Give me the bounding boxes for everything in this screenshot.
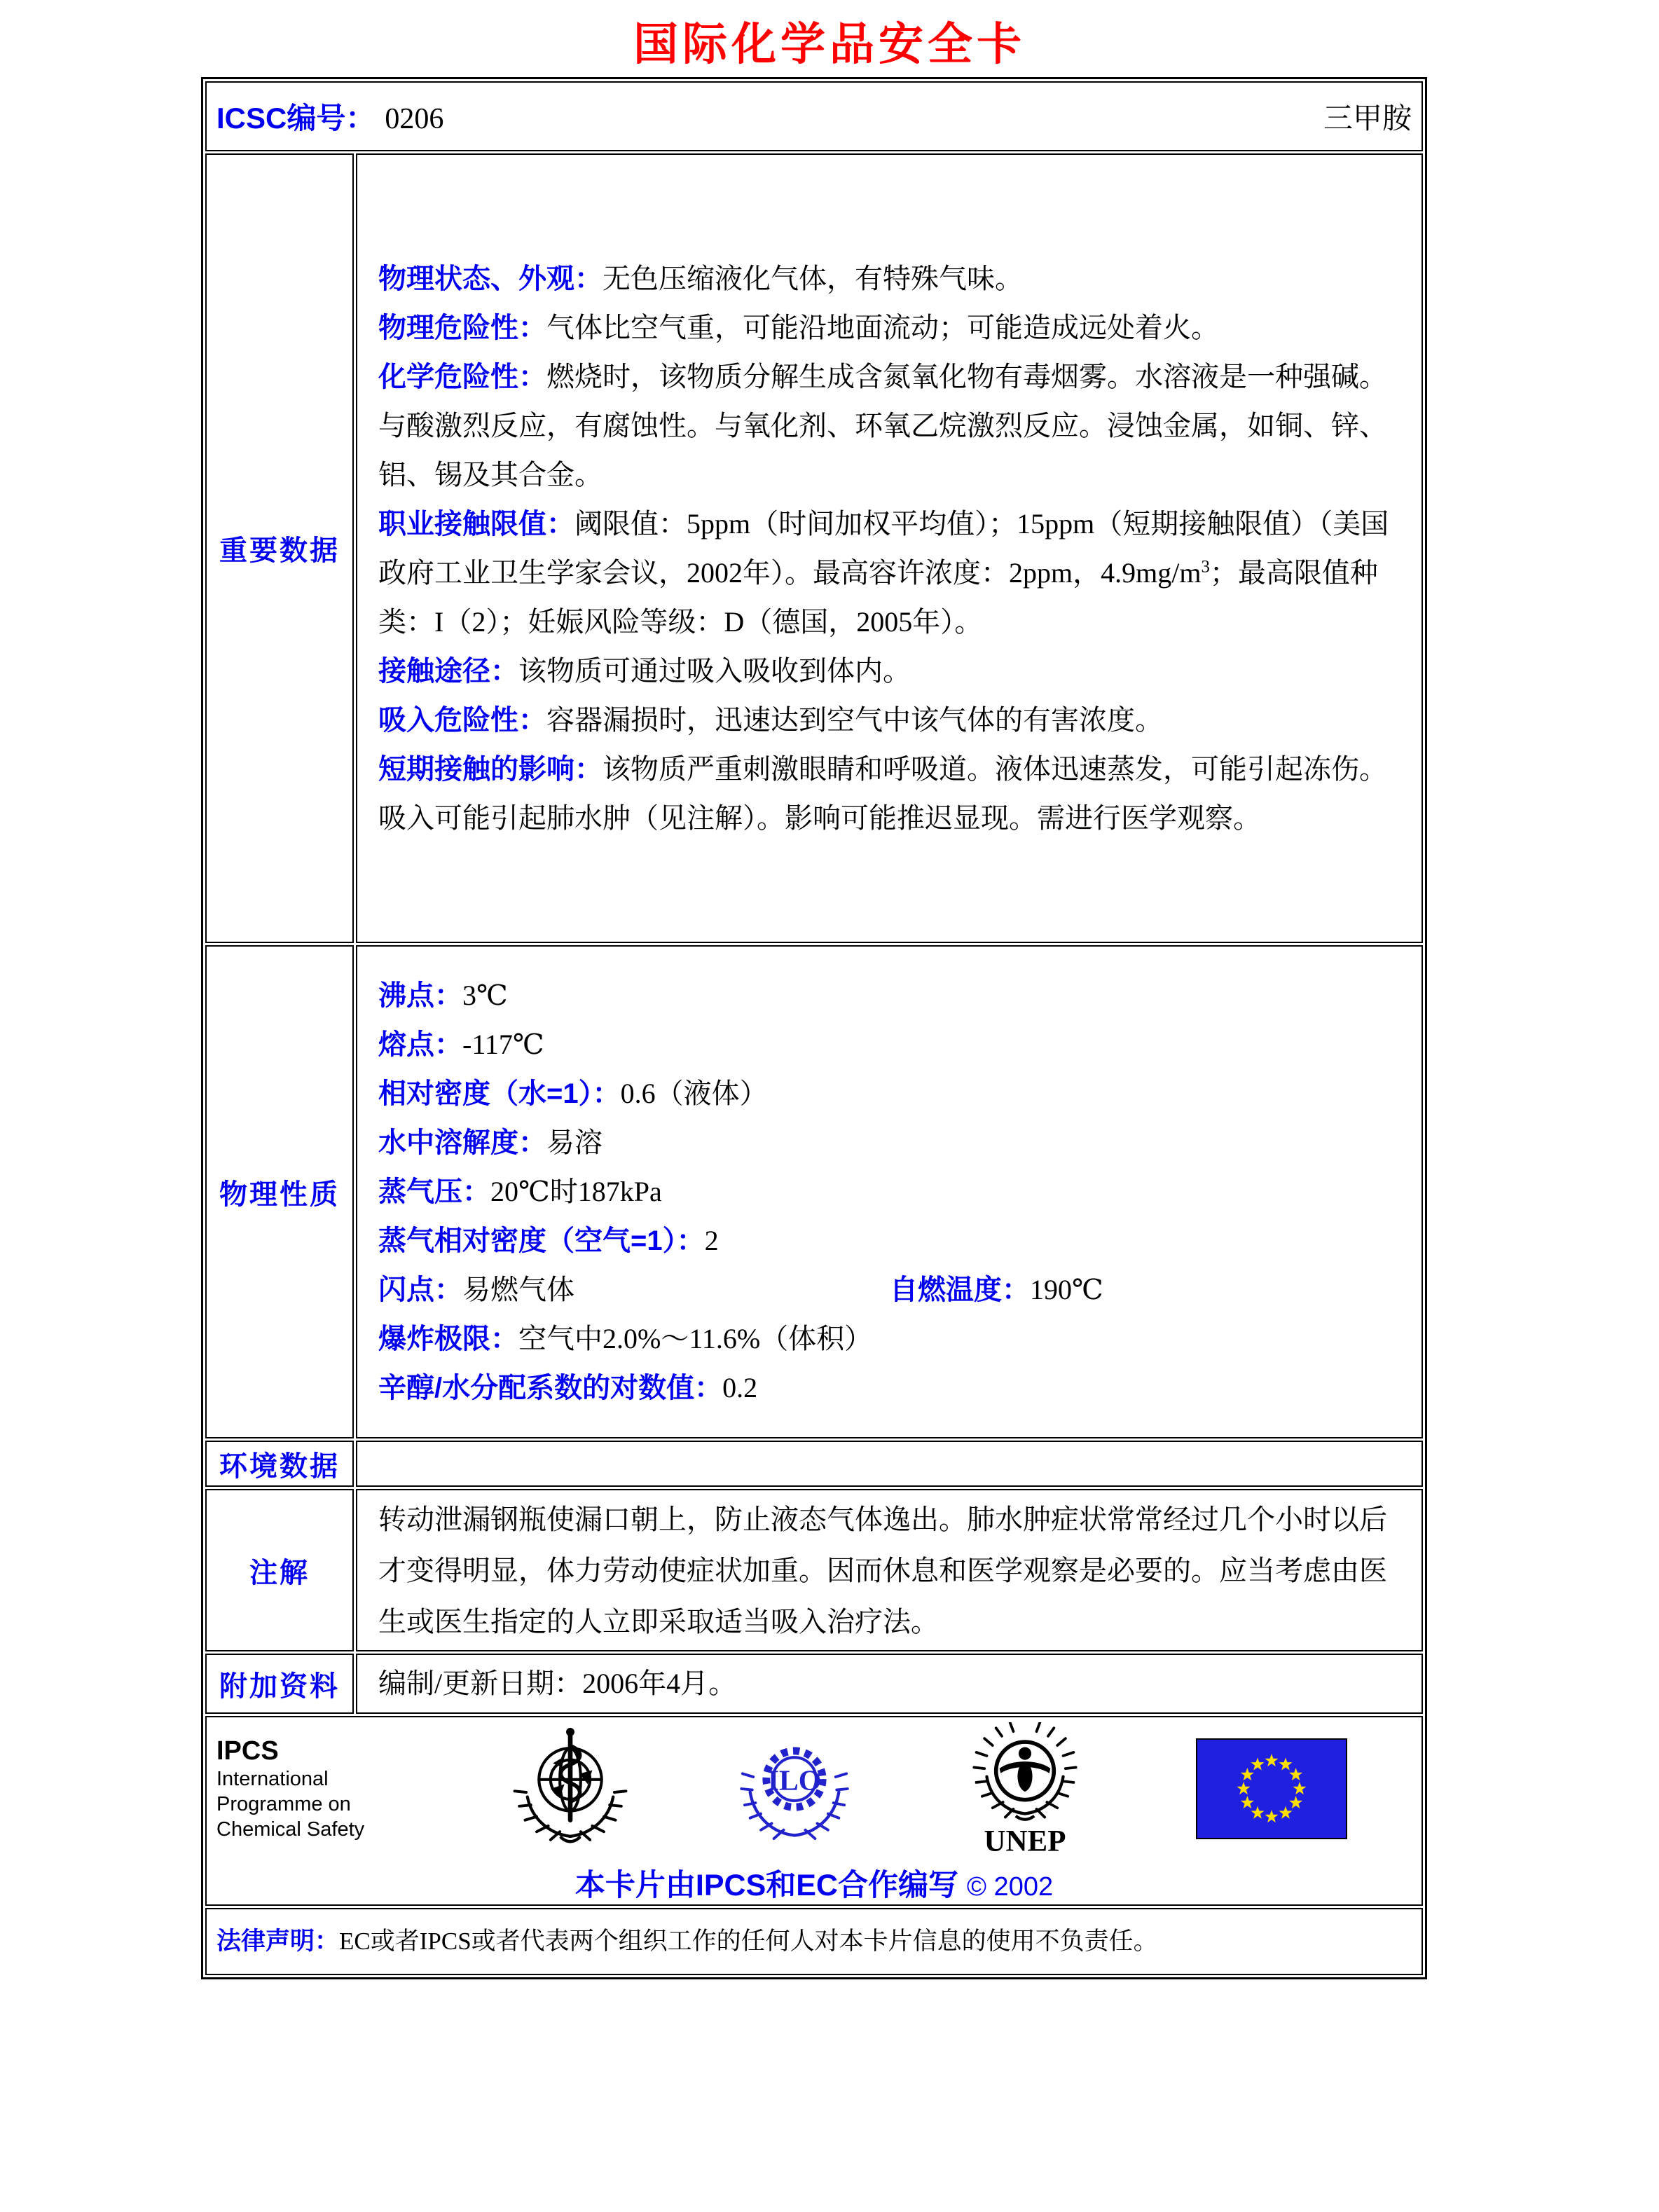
- item-label: 化学危险性：: [378, 361, 546, 392]
- icsc-number-label: ICSC编号：: [216, 102, 376, 135]
- ipcs-line: International: [216, 1768, 329, 1790]
- item-text: 该物质可通过吸入吸收到体内。: [518, 654, 911, 687]
- section-content-physical: [356, 945, 1423, 1438]
- property-label: 蒸气压：: [378, 1176, 490, 1207]
- property-label: 蒸气相对密度（空气=1）：: [378, 1225, 705, 1256]
- property-label: 闪点：: [378, 1275, 462, 1305]
- eu-flag-icon: [1196, 1738, 1347, 1839]
- footer-caption: [216, 1862, 1412, 1904]
- who-logo-icon: [507, 1725, 634, 1853]
- section-label-cell-notes: [205, 1489, 354, 1651]
- ilo-letters: ILO: [767, 1764, 822, 1797]
- property-label: 爆炸极限：: [378, 1324, 518, 1354]
- item-label: 物理危险性：: [378, 312, 546, 343]
- flash-point-pair: [378, 1265, 890, 1314]
- legal-label: 法律声明：: [216, 1928, 340, 1955]
- ipcs-acronym: IPCS: [216, 1736, 279, 1766]
- item-text: ；最高限值种类：I（2）；妊娠风险等级：D（德国，2005年）。: [378, 556, 1378, 638]
- important-item: [378, 500, 1412, 647]
- property-value: 易溶: [546, 1127, 603, 1158]
- footer-copyright: © 2002: [967, 1872, 1054, 1902]
- property-line: [378, 1265, 1412, 1314]
- property-value: 0.2: [722, 1372, 758, 1403]
- section-label-cell-physical: [205, 945, 354, 1438]
- section-label-cell-additional: [205, 1654, 354, 1714]
- additional-text: 编制/更新日期：2006年4月。: [378, 1668, 737, 1699]
- section-content-notes: [356, 1489, 1423, 1651]
- ipcs-text-block: [216, 1736, 406, 1842]
- item-label: 吸入危险性：: [378, 704, 546, 736]
- section-label-physical: 物理性质: [219, 1179, 340, 1210]
- property-label: 自燃温度：: [890, 1275, 1030, 1305]
- item-label: 短期接触的影响：: [378, 753, 603, 785]
- property-value: 空气中2.0%～11.6%（体积）: [518, 1323, 873, 1354]
- section-content-important: [356, 153, 1423, 943]
- property-value: 3℃: [462, 980, 508, 1011]
- item-text: 容器漏损时，迅速达到空气中该气体的有害浓度。: [546, 703, 1163, 736]
- section-label-additional: 附加资料: [219, 1670, 340, 1702]
- property-value: 20℃时187kPa: [490, 1176, 662, 1207]
- item-label: 物理状态、外观：: [378, 263, 603, 294]
- property-line: [378, 1216, 1412, 1265]
- icsc-number-value: 0206: [385, 103, 444, 135]
- item-text: 该物质严重刺激眼睛和呼吸道。液体迅速蒸发，可能引起冻伤。吸入可能引起肺水肿（见注解）。影响可能推迟显现。需进行医学观察。: [378, 753, 1387, 834]
- property-label: 熔点：: [378, 1029, 462, 1060]
- property-value: 易燃气体: [462, 1274, 574, 1305]
- property-value: 0.6（液体）: [620, 1078, 768, 1109]
- property-line: [378, 1069, 1412, 1118]
- footer-cell: [205, 1716, 1423, 1906]
- unep-letters: UNEP: [984, 1825, 1066, 1855]
- property-value: 2: [704, 1225, 719, 1256]
- notes-text: 转动泄漏钢瓶使漏口朝上，防止液态气体逸出。肺水肿症状常常经过几个小时以后才变得明显，体力劳动使症状加重。因而休息和医学观察是必要的。应当考虑由医生或医生指定的人立即采取适当吸入治疗法。: [378, 1503, 1387, 1637]
- item-text: 气体比空气重，可能沿地面流动；可能造成远处着火。: [546, 311, 1219, 343]
- section-content-environment: [356, 1441, 1423, 1487]
- important-item: [378, 647, 1412, 696]
- footer-caption-text: 本卡片由IPCS和EC合作编写: [574, 1869, 958, 1902]
- superscript: 3: [1201, 557, 1210, 577]
- section-label-cell-environment: [205, 1441, 354, 1487]
- ilo-logo-icon: [735, 1725, 854, 1853]
- unep-logo-icon: [955, 1722, 1095, 1855]
- property-line: [378, 1363, 1412, 1413]
- ipcs-line: Chemical Safety: [216, 1818, 365, 1841]
- property-line: [378, 1314, 1412, 1363]
- autoignition-pair: [890, 1274, 1103, 1305]
- important-item: [378, 303, 1412, 352]
- property-label: 相对密度（水=1）：: [378, 1078, 621, 1109]
- important-item: [378, 352, 1412, 500]
- header-row-cell: [205, 81, 1423, 151]
- property-value: -117℃: [462, 1029, 544, 1060]
- ipcs-line: Programme on: [216, 1793, 351, 1815]
- property-line: [378, 1167, 1412, 1216]
- property-label: 辛醇/水分配系数的对数值：: [378, 1373, 723, 1403]
- section-label-cell-important: [205, 153, 354, 943]
- legal-text: EC或者IPCS或者代表两个组织工作的任何人对本卡片信息的使用不负责任。: [339, 1928, 1158, 1955]
- property-line: [378, 1020, 1412, 1069]
- page-title: 国际化学品安全卡: [633, 20, 1026, 69]
- property-value: 190℃: [1030, 1274, 1103, 1305]
- logo-row: [216, 1723, 1412, 1855]
- important-item: [378, 745, 1412, 843]
- item-text: 阈限值：5ppm（时间加权平均值）；15ppm（短期接触限值）（美国政府工业卫生学家会议，2002年）。最高容许浓度：2ppm，4.9mg/m: [378, 507, 1389, 589]
- section-content-additional: [356, 1654, 1423, 1714]
- chemical-name: 三甲胺: [1323, 103, 1412, 135]
- item-label: 接触途径：: [378, 655, 518, 687]
- section-label-important: 重要数据: [219, 535, 340, 566]
- property-line: [378, 1118, 1412, 1167]
- item-label: 职业接触限值：: [378, 508, 574, 540]
- property-label: 水中溶解度：: [378, 1127, 546, 1158]
- item-text: 无色压缩液化气体，有特殊气味。: [603, 262, 1023, 294]
- section-label-environment: 环境数据: [219, 1450, 340, 1482]
- icsc-table: [201, 77, 1427, 1979]
- item-text: 燃烧时，该物质分解生成含氮氧化物有毒烟雾。水溶液是一种强碱。与酸激烈反应，有腐蚀性。与氧化剂、环氧乙烷激烈反应。浸蚀金属，如铜、锌、铝、锡及其合金。: [378, 360, 1387, 490]
- property-label: 沸点：: [378, 980, 462, 1011]
- important-item: [378, 696, 1412, 745]
- important-item: [378, 254, 1412, 303]
- icsc-number-group: [216, 95, 443, 137]
- property-line: [378, 971, 1412, 1020]
- section-label-notes: 注解: [249, 1557, 310, 1588]
- legal-cell: [205, 1908, 1423, 1975]
